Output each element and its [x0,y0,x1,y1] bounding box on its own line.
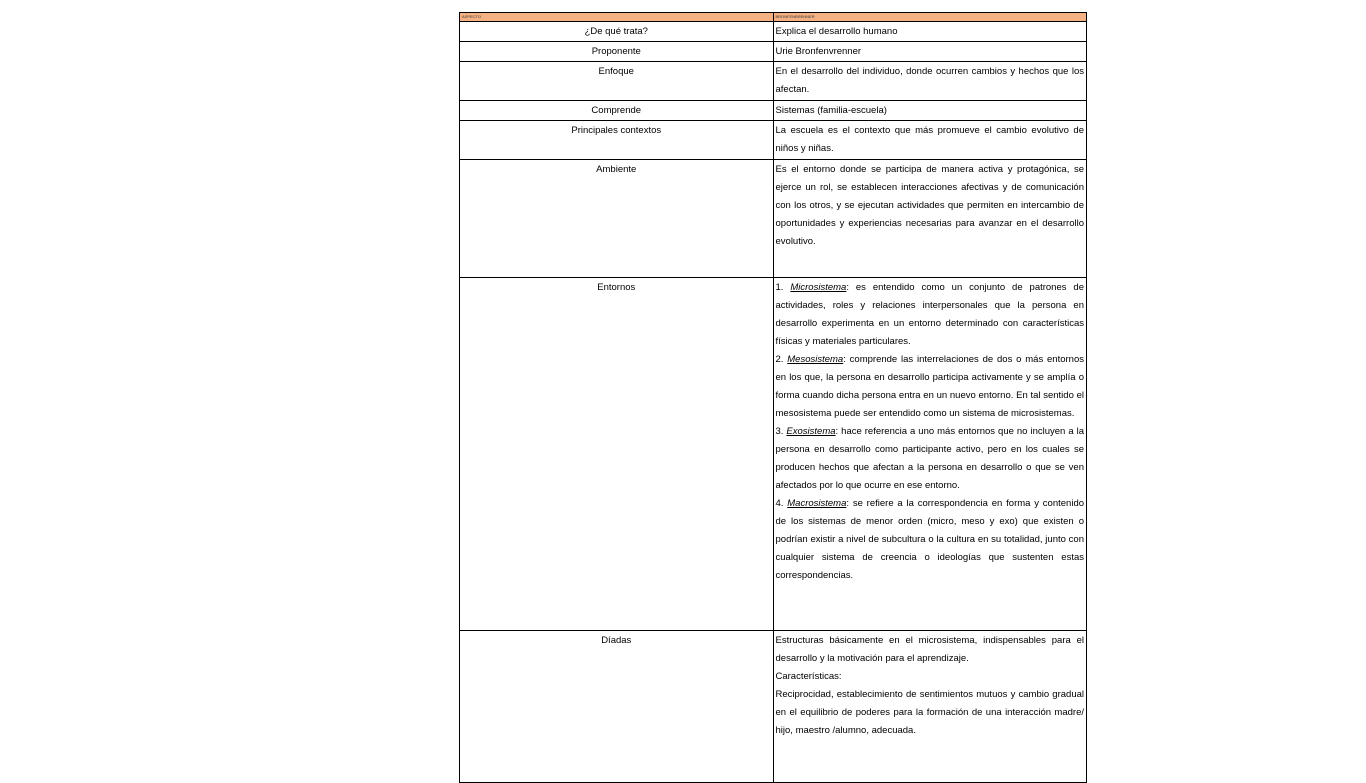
entorno-text: : es entendido como un conjunto de patrones de actividades, roles y relaciones interpersonales que la persona en desarrollo experimenta en un entorno determinado con características físicas y materiales particulares. [775,282,1085,347]
row-value-principales-contextos: La escuela es el contexto que más promueve el cambio evolutivo de niños y niñas. [773,121,1087,160]
header-theory: BRONFENBRENNER [773,13,1087,22]
row-label-principales-contextos: Principales contextos [460,121,774,160]
row-label-comprende: Comprende [460,101,774,121]
table-row [460,22,1087,42]
entorno-num: 2. [775,354,788,365]
table-row [460,631,1087,783]
row-label-enfoque: Enfoque [460,62,774,101]
entorno-text: : hace referencia a uno más entornos que no incluyen a la persona en desarrollo como participante activo, pero en los cuales se producen hechos que afectan a la persona en desarrollo o que se ven afectados por lo que ocurre en ese entorno. [775,426,1084,491]
entorno-term-mesosistema: Mesosistema [787,354,844,365]
row-value-de-que-trata: Explica el desarrollo humano [773,22,1087,42]
row-label-ambiente: Ambiente [460,160,774,278]
diadas-paragraph: Reciprocidad, establecimiento de sentimientos mutuos y cambio gradual en el equilibrio de poderes para la formación de una interacción madre/ hijo, maestro /alumno, adecuada. [775,689,1084,736]
row-value-diadas [773,631,1087,783]
entorno-item-2 [776,351,1085,423]
diadas-paragraph: Características: [775,671,842,682]
entorno-num: 1. [775,282,791,293]
entorno-item-4 [776,495,1085,585]
table-row [460,160,1087,278]
table-header-row [460,13,1087,22]
entorno-term-microsistema: Microsistema [790,282,847,293]
row-label-proponente: Proponente [460,42,774,62]
table-row [460,278,1087,631]
row-value-ambiente: Es el entorno donde se participa de manera activa y protagónica, se ejerce un rol, se establecen interacciones afectivas y de comunicación con los otros, y se ejecutan actividades que permiten en intercambio de oportunidades y experiencias necesarias para avanzar en el desarrollo evolutivo. [773,160,1087,278]
row-value-proponente: Urie Bronfenvrenner [773,42,1087,62]
row-value-comprende: Sistemas (familia-escuela) [773,101,1087,121]
row-value-entornos [773,278,1087,631]
table-row [460,121,1087,160]
entorno-term-macrosistema: Macrosistema [787,498,847,509]
table-row [460,62,1087,101]
header-aspect: ASPECTO [460,13,774,22]
entorno-num: 3. [775,426,787,437]
row-label-diadas: Díadas [460,631,774,783]
comparison-table [459,12,1087,783]
table-row [460,42,1087,62]
entorno-num: 4. [775,498,788,509]
entorno-text: : se refiere a la correspondencia en forma y contenido de los sistemas de menor orden (micro, meso y exo) que existen o podrían existir a nivel de subcultura o la cultura en su totalidad, junto con cualquier sistema de creencia o ideologías que sustenten estas correspondencias. [775,498,1085,581]
row-label-entornos: Entornos [460,278,774,631]
entorno-item-1 [776,279,1085,351]
table-row [460,101,1087,121]
entorno-text: : comprende las interrelaciones de dos o más entornos en los que, la persona en desarrollo participa activamente y se amplía o forma cuando dicha persona entra en un nuevo entorno. En tal sentido el mesosistema puede ser entendido como un sistema de microsistemas. [775,354,1084,419]
diadas-paragraph: Estructuras básicamente en el microsistema, indispensables para el desarrollo y la motivación para el aprendizaje. [775,635,1084,664]
entorno-term-exosistema: Exosistema [786,426,836,437]
row-value-enfoque: En el desarrollo del individuo, donde ocurren cambios y hechos que los afectan. [773,62,1087,101]
row-label-de-que-trata: ¿De qué trata? [460,22,774,42]
entorno-item-3 [776,423,1085,495]
